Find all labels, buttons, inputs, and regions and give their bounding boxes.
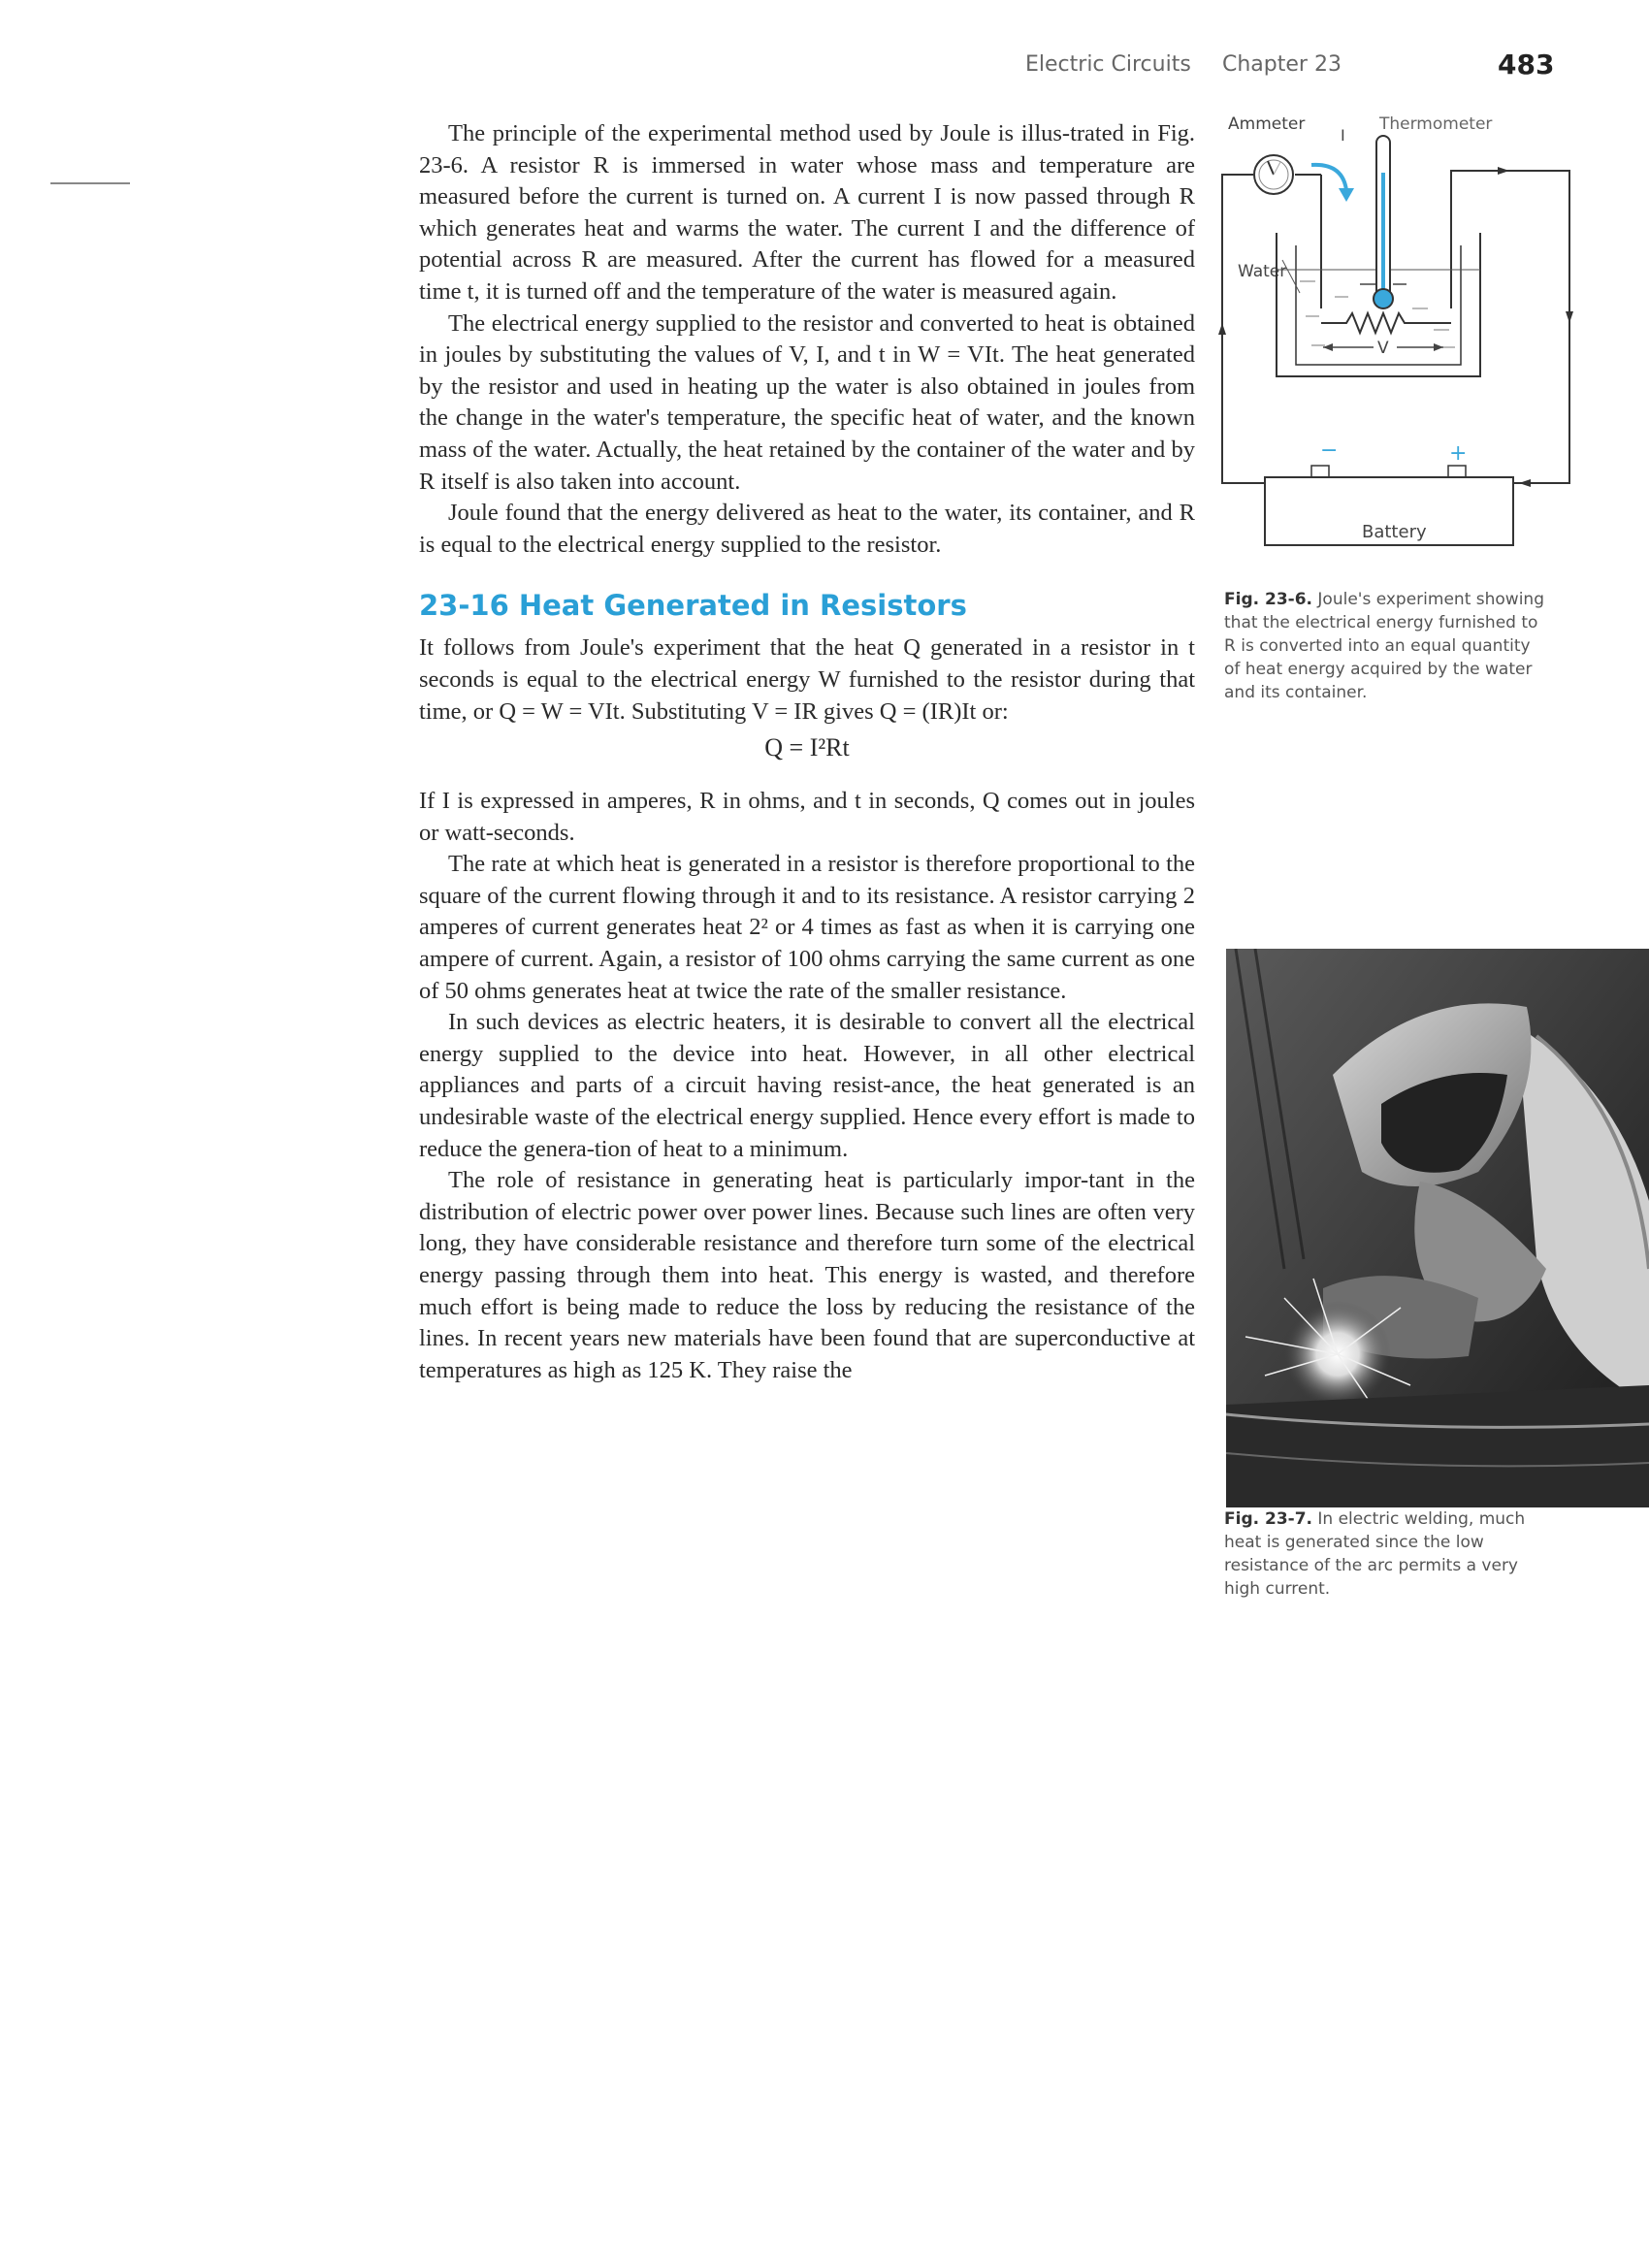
paragraph: Joule found that the energy delivered as heat to the water, its container, and R is equal to the electrical energy supplied to the resistor. [419,500,1195,558]
figure-caption [1224,588,1544,704]
joule-experiment-diagram [1218,114,1577,551]
battery-label: Battery [1362,522,1427,542]
current-label: I [1341,126,1345,145]
figure-caption-label: Fig. 23-7. [1224,1509,1312,1529]
voltage-label: V [1377,339,1389,358]
figure-caption-text: In electric welding, much heat is generated since the low resistance of the arc permits a very high current. [1224,1509,1526,1599]
figure-caption [1224,1507,1544,1601]
voltage-marker [1323,339,1443,358]
paragraph: The rate at which heat is generated in a resistor is therefore proportional to the square of the current flowing through it and to its resistance. A resistor carrying 2 amperes of current generates heat 2² or 4 times as fast as when it is carrying one ampere of current. Again, a resistor of 100 ohms carrying the same current as one of 50 ohms generates heat at twice the rate of the smaller resistance. [419,851,1195,1004]
paragraph: It follows from Joule's experiment that the heat Q generated in a resistor in t seconds is equal to the electrical energy W furnished to the resistor during that time, or Q = W = VIt. Substituting V = IR gives Q = (IR)It or: [419,634,1195,725]
paragraph: If I is expressed in amperes, R in ohms, and t in seconds, Q comes out in joules or watt-seconds. [419,788,1195,846]
paragraph: The principle of the experimental method used by Joule is illus-trated in Fig. 23-6. A resistor R is immersed in water whose mass and temperature are measured before the current is turned on. A current I is now passed through R which generates heat and warms the water. The current I and the difference of potential across R are measured. After the current has flowed for a measured time t, it is turned off and the temperature of the water is measured again. [419,120,1195,305]
ammeter-label: Ammeter [1228,114,1306,134]
paragraph: The electrical energy supplied to the resistor and converted to heat is obtained in joules by substituting the values of V, I, and t in W = VIt. The heat generated by the resistor and used in heating up the water is also obtained in joules from the change in the water's temperature, the specific heat of water, and the known mass of the water. Actually, the heat retained by the container of the water and by R itself is also taken into account. [419,309,1195,495]
water-label: Water [1238,262,1287,281]
figure-caption-label: Fig. 23-6. [1224,590,1312,609]
thermometer-icon [1374,136,1393,308]
blue-current-arrow [1311,165,1354,202]
paragraph: The role of resistance in generating heat is particularly impor-tant in the distribution of electric power over power lines. Because such lines are often very long, they have considerable resistance and therefore turn some of the electrical energy passing through them into heat. This energy is wasted, and therefore much effort is being made to reduce the loss by reducing the resistance of the lines. In recent years new materials have been found that are superconductive at temperatures as high as 125 K. They raise the [419,1167,1195,1383]
scan-mark [50,182,130,184]
battery-minus: − [1320,438,1339,463]
paragraph: In such devices as electric heaters, it is desirable to convert all the electrical energy supplied to the device into heat. However, in all other electrical appliances and parts of a circuit having resist-ance, the heat generated is an undesirable waste of the electrical energy supplied. Hence every effort is made to reduce the genera-tion of heat to a minimum. [419,1009,1195,1162]
running-header [0,49,1649,87]
section-heading: 23-16 Heat Generated in Resistors [419,589,967,623]
battery-icon [1265,438,1513,545]
battery-plus: + [1449,441,1468,466]
page-number: 483 [1498,49,1555,81]
ammeter-icon [1254,155,1293,194]
circuit-wires [1222,171,1569,483]
header-chapter: Chapter 23 [1222,52,1342,77]
welding-photo [1226,949,1649,1507]
figure-caption-text: Joule's experiment showing that the electrical energy furnished to R is converted into an equal quantity of heat energy acquired by the water and its container. [1224,590,1544,702]
main-text-column [419,118,1195,1386]
thermometer-label: Thermometer [1379,114,1493,134]
current-direction-arrows [1218,167,1573,487]
header-section-title: Electric Circuits [1025,52,1191,77]
equation: Q = I²Rt [764,733,850,762]
